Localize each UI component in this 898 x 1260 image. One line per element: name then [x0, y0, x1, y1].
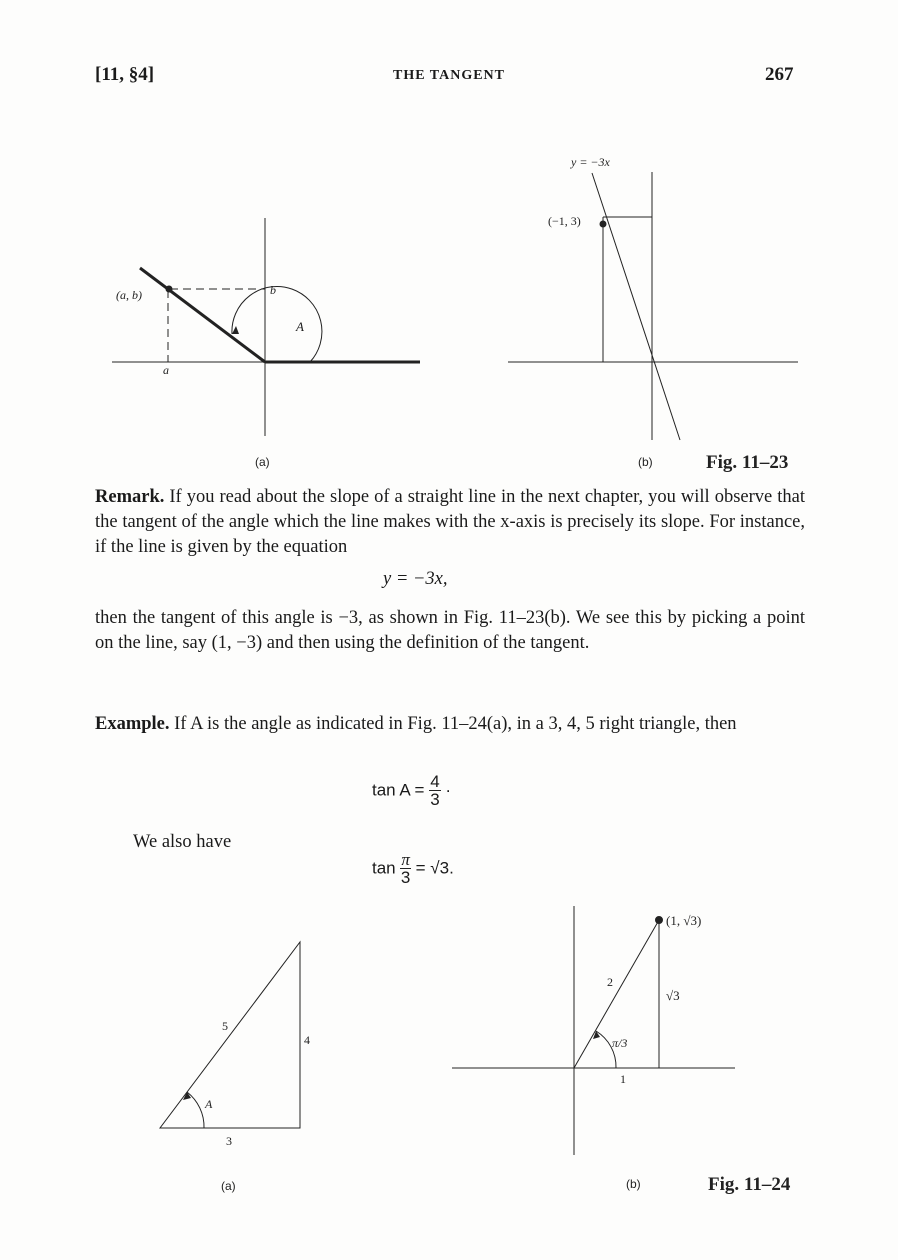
remark-lead: Remark. [95, 487, 165, 507]
fig23a-angle-label: A [296, 319, 304, 334]
eq2-numerator: π [401, 850, 410, 869]
example-equation-1 [372, 773, 451, 808]
fig24a-base-label: 3 [226, 1134, 232, 1148]
fig23a-point-label: (a, b) [116, 288, 142, 302]
page-number: 267 [765, 64, 794, 85]
fig24a-hyp-label: 5 [222, 1019, 228, 1033]
remark-paragraph-2: then the tangent of this angle is −3, as shown in Fig. 11–23(b). We see this by picking a point on the line, say (1, −3) and then using the definition of the tangent. [95, 608, 805, 653]
fig23a-arc-arrow [232, 326, 239, 334]
fig24-label: Fig. 11–24 [708, 1174, 791, 1195]
fig24b-caption: (b) [626, 1177, 641, 1191]
fig24b-vert-label: √3 [666, 988, 680, 1003]
example-text: If A is the angle as indicated in Fig. 11–24(a), in a 3, 4, 5 right triangle, then [169, 714, 737, 734]
fig23a-a-label: a [163, 363, 169, 377]
fig24b-diagram [452, 906, 735, 1155]
eq2-denominator: 3 [400, 868, 411, 887]
fig24a-vert-label: 4 [304, 1033, 310, 1047]
fig23b-caption: (b) [638, 455, 653, 469]
fig23a-terminal-ray [140, 268, 265, 362]
fig23a-diagram [112, 218, 420, 436]
fig23b-line [592, 173, 680, 440]
fig23b-point-label: (−1, 3) [548, 214, 581, 228]
eq1-fraction [429, 773, 440, 808]
eq1-lhs: tan A = [372, 780, 425, 800]
fig23a-point [166, 286, 172, 292]
remark-text: If you read about the slope of a straight line in the next chapter, you will observe that the tangent of the angle which the line makes with the x-axis is precisely its slope. For instance, if the line is given by the equation [95, 487, 805, 557]
example-equation-2 [372, 851, 454, 886]
also-text: We also have [133, 832, 232, 852]
fig23a-angle-arc [232, 286, 322, 362]
example-lead: Example. [95, 714, 170, 734]
fig24a-caption: (a) [221, 1179, 236, 1193]
fig24b-angle-label: π/3 [612, 1036, 628, 1050]
eq2-fraction [400, 851, 411, 886]
fig23b-line-label: y = −3x [571, 155, 610, 169]
fig24b-hyp-label: 2 [607, 975, 613, 989]
figure-11-23 [0, 0, 898, 480]
fig24b-point [656, 917, 663, 924]
eq2-lhs: tan [372, 858, 396, 878]
fig23b-diagram [508, 172, 798, 440]
remark-paragraph [95, 485, 805, 560]
example-paragraph [95, 712, 805, 737]
fig24a-triangle-shape [160, 942, 300, 1128]
eq1-numerator: 4 [430, 772, 440, 791]
fig23-label: Fig. 11–23 [706, 452, 789, 473]
figure-11-24 [0, 890, 898, 1210]
fig23a-b-label: b [270, 283, 276, 297]
fig23b-point [600, 221, 606, 227]
running-title: THE TANGENT [392, 68, 505, 83]
fig24a-triangle [160, 942, 300, 1128]
fig24a-angle-label: A [205, 1097, 213, 1111]
fig24b-base-label: 1 [620, 1072, 626, 1086]
eq2-rhs: = √3. [415, 858, 454, 878]
eq1-tail: · [445, 780, 452, 800]
section-ref: [11, §4] [95, 64, 155, 85]
eq1-denominator: 3 [430, 790, 440, 809]
fig24b-point-label: (1, √3) [666, 913, 702, 928]
fig23a-caption: (a) [255, 455, 270, 469]
remark-equation: y = −3x, [383, 569, 448, 589]
